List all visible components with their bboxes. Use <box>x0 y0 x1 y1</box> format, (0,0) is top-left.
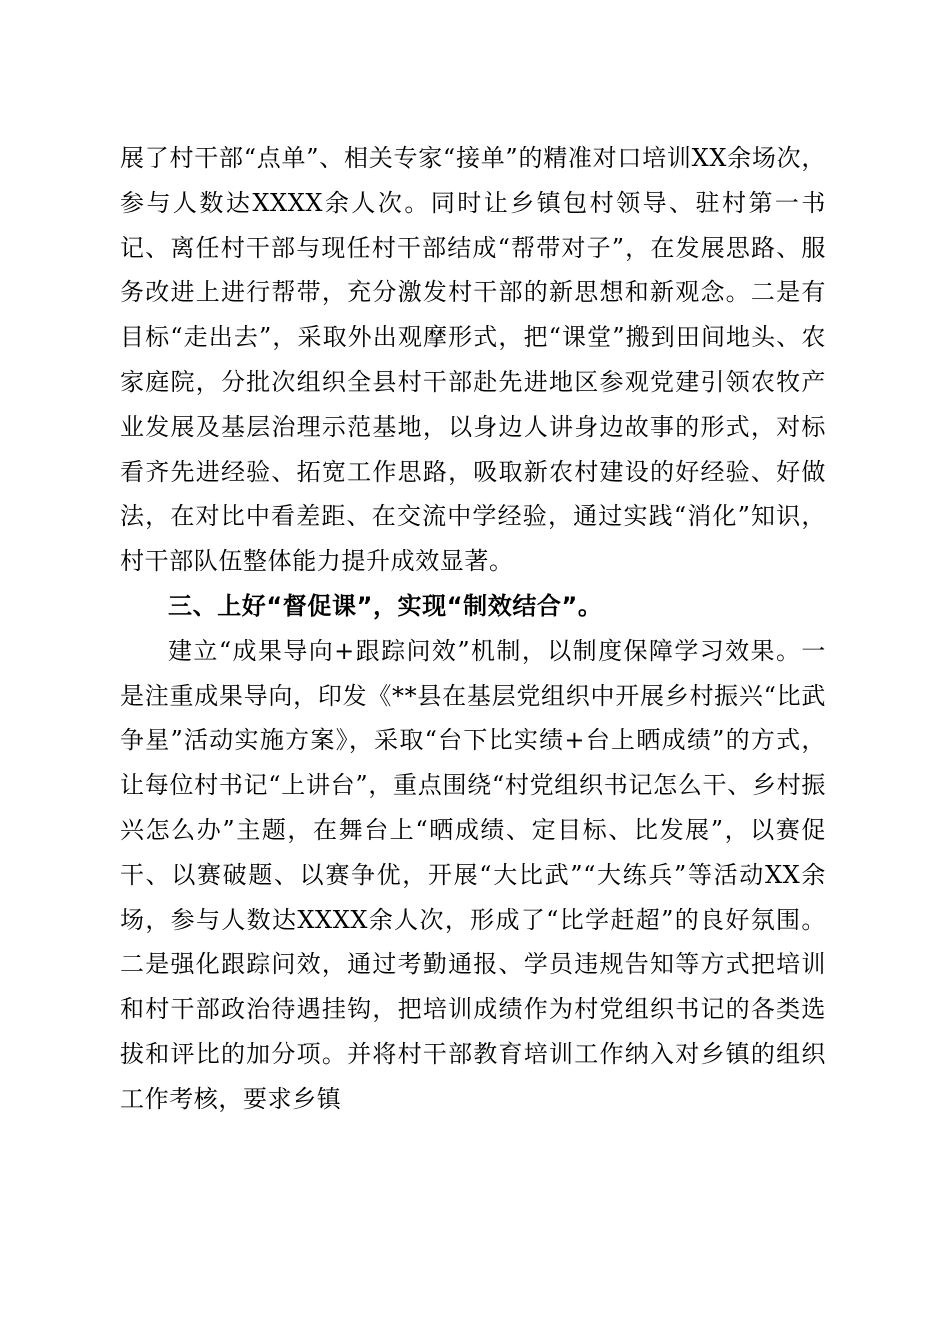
document-page <box>120 136 826 1122</box>
body-paragraph: 建立“成果导向+跟踪问效”机制，以制度保障学习效果。一是注重成果导向，印发《**县在基层党组织中开展乡村振兴“比武争星”活动实施方案》，采取“台下比实绩+台上晒成绩”的方式，让每位村书记“上讲台”，重点围绕“村党组织书记怎么干、乡村振兴怎么办”主题，在舞台上“晒成绩、定目标、比发展”，以赛促干、以赛破题、以赛争优，开展“大比武”“大练兵”等活动XX余场，参与人数达XXXX余人次，形成了“比学赶超”的良好氛围。二是强化跟踪问效，通过考勤通报、学员违规告知等方式把培训和村干部政治待遇挂钩，把培训成绩作为村党组织书记的各类选拔和评比的加分项。并将村干部教育培训工作纳入对乡镇的组织工作考核，要求乡镇 <box>120 636 826 1113</box>
section-heading-3: 三、上好“督促课”，实现“制效结合”。 <box>168 591 603 620</box>
body-paragraph-continued: 展了村干部“点单”、相关专家“接单”的精准对口培训XX余场次，参与人数达XXXX余人次。同时让乡镇包村领导、驻村第一书记、离任村干部与现任村干部结成“帮带对子”，在发展思路、服务改进上进行帮带，充分激发村干部的新思想和新观念。二是有目标“走出去”，采取外出观摩形式，把“课堂”搬到田间地头、农家庭院，分批次组织全县村干部赴先进地区参观党建引领农牧产业发展及基层治理示范基地，以身边人讲身边故事的形式，对标看齐先进经验、拓宽工作思路，吸取新农村建设的好经验、好做法，在对比中看差距、在交流中学经验，通过实践“消化”知识，村干部队伍整体能力提升成效显著。 <box>120 144 826 576</box>
